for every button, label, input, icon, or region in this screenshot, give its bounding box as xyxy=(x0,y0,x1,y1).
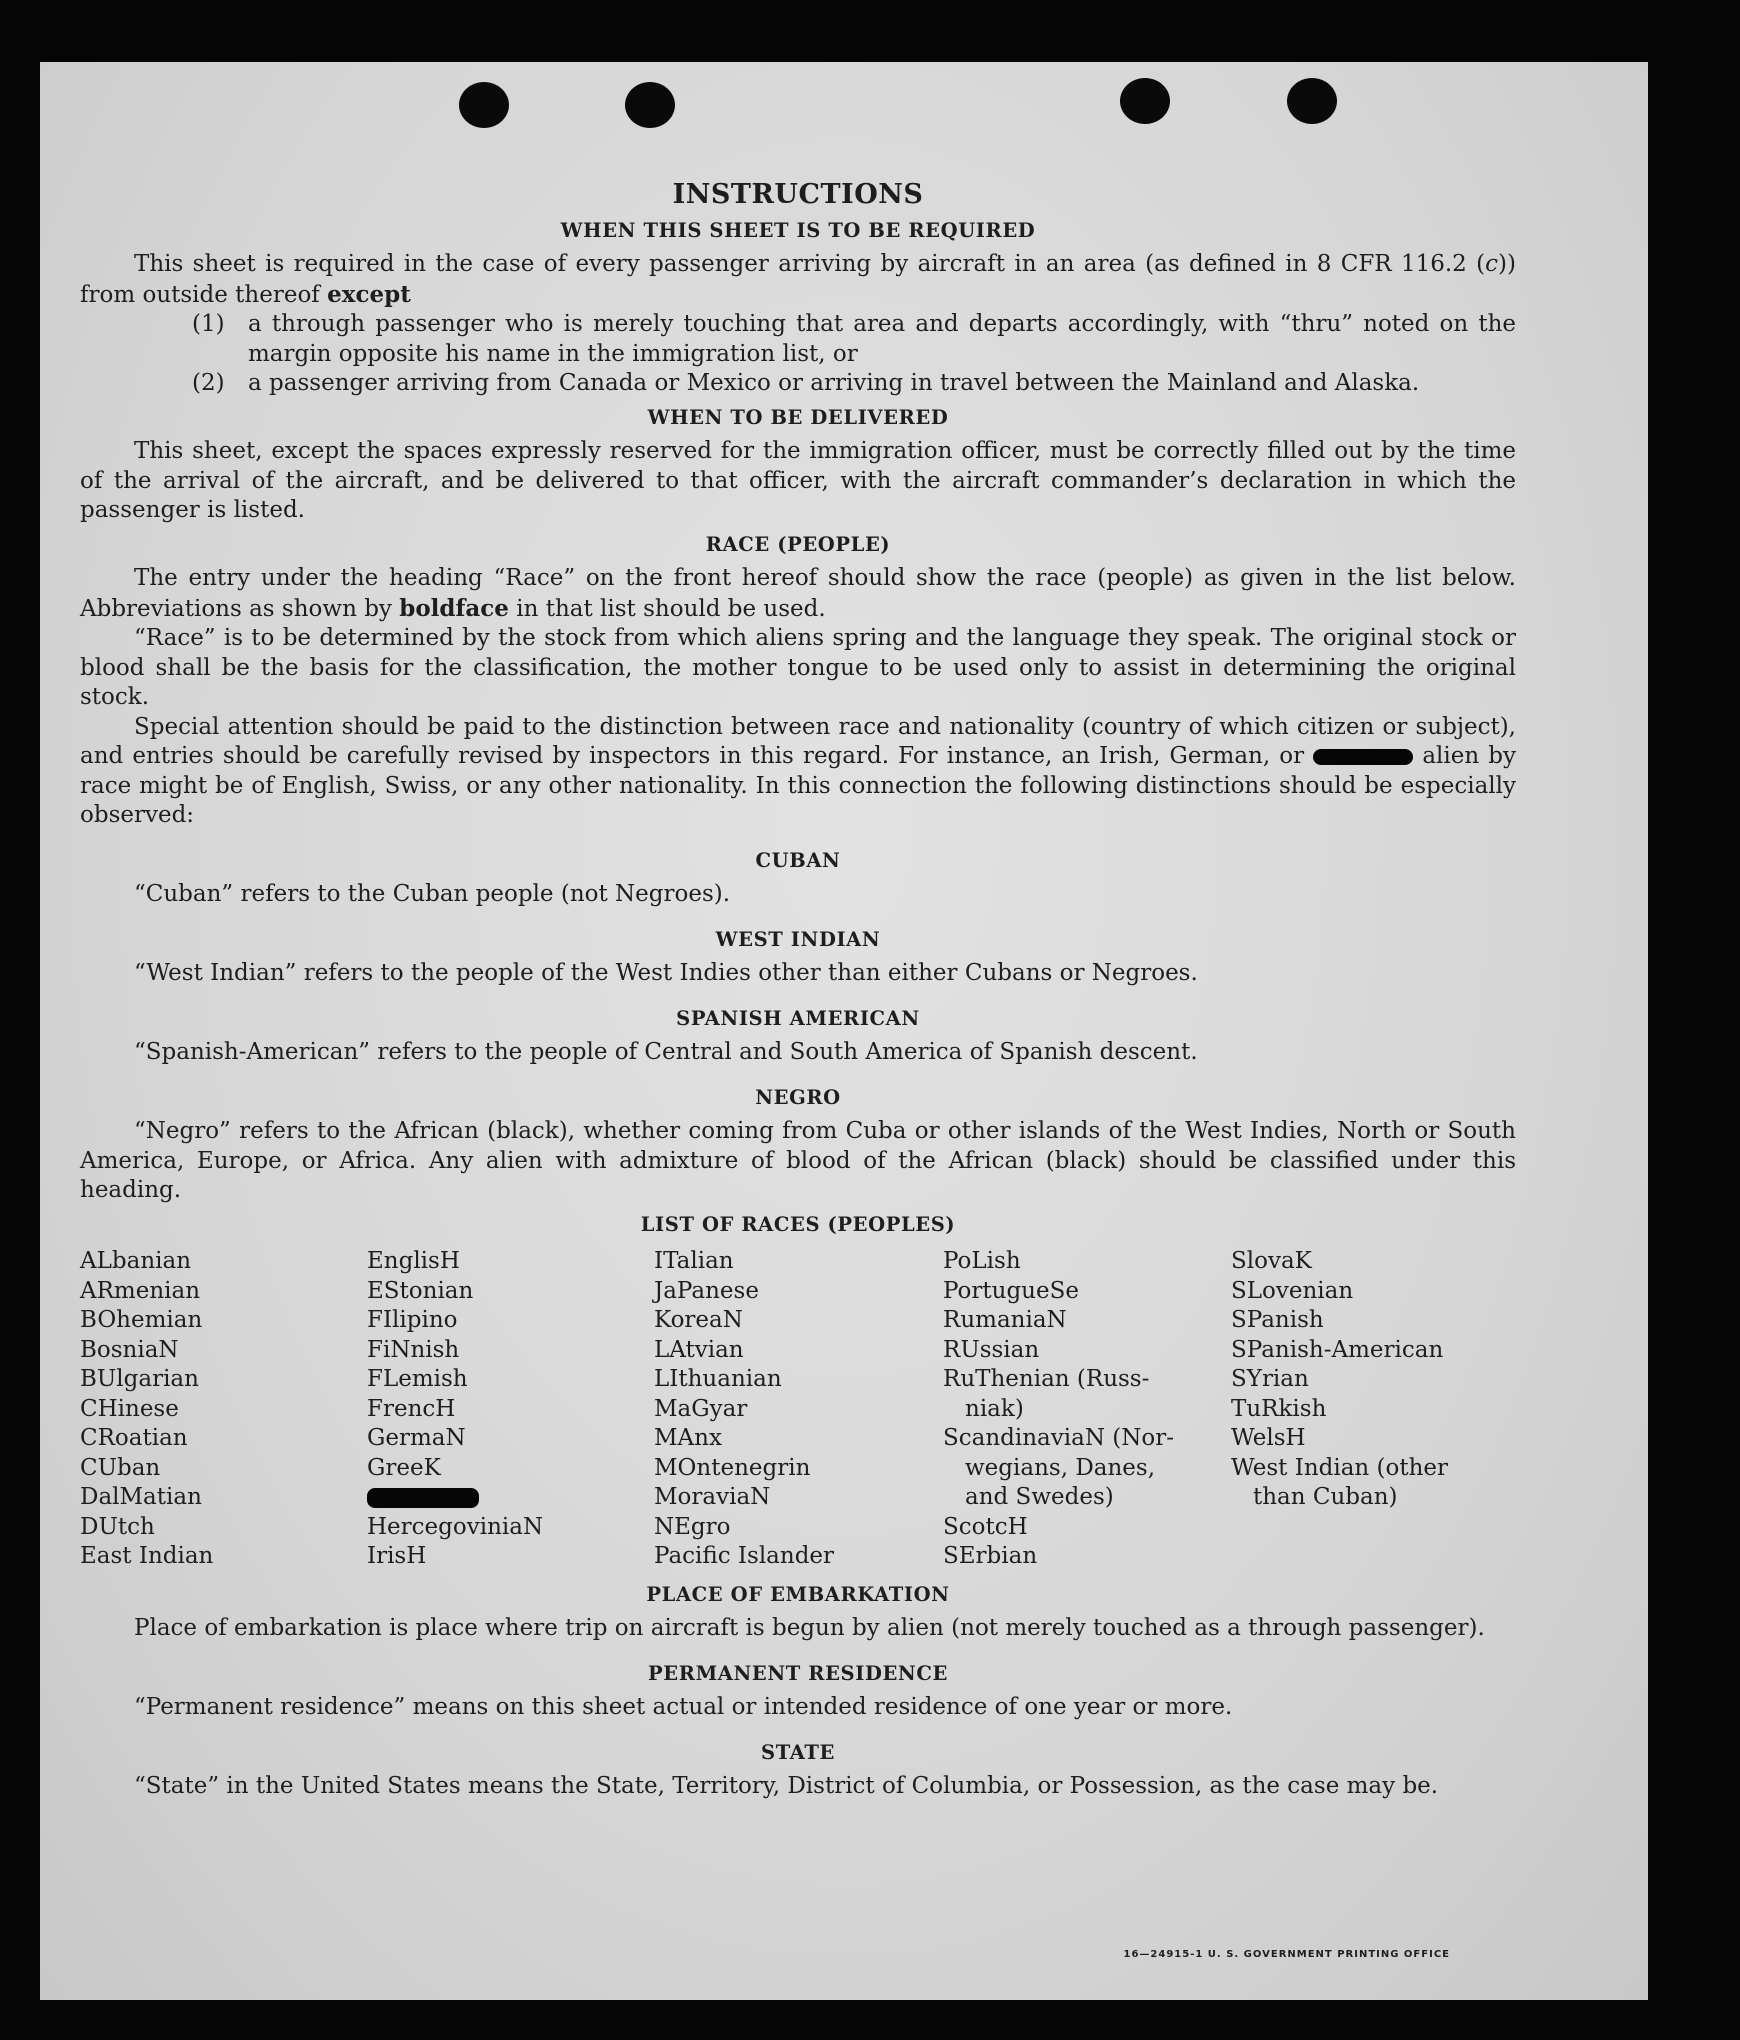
race-item: PortugueSe xyxy=(943,1277,1079,1304)
race-item: IrisH xyxy=(367,1543,427,1569)
paragraph: Special attention should be paid to the distinction between race and nationality (country of which citizen or subject), and entries should be carefully revised by inspectors in this regard. For instance, an Irish, German, or alien by race might be of English, Swiss, or any other nationality. In this connection the following distinctions should be especially observed: xyxy=(80,713,1516,828)
race-item: CHinese xyxy=(80,1395,179,1422)
section-heading: PLACE OF EMBARKATION xyxy=(646,1582,950,1606)
paragraph: Place of embarkation is place where trip on aircraft is begun by alien (not merely touched as a through passenger). xyxy=(134,1615,1485,1641)
race-item: LIthuanian xyxy=(654,1366,782,1392)
race-item: ARmenian xyxy=(80,1277,201,1304)
race-item: MOntenegrin xyxy=(654,1454,811,1481)
race-item: RUssian xyxy=(943,1336,1040,1363)
race-item: BosniaN xyxy=(80,1336,179,1363)
section-heading: CUBAN xyxy=(755,848,841,872)
race-item: WelsH xyxy=(1231,1425,1306,1451)
race-item: SlovaK xyxy=(1231,1248,1312,1274)
section-heading: LIST OF RACES (PEOPLES) xyxy=(640,1212,956,1236)
punch-hole xyxy=(1120,78,1170,124)
race-item: SPanish-American xyxy=(1231,1336,1444,1363)
race-item: EStonian xyxy=(367,1277,474,1304)
punch-hole xyxy=(625,82,675,128)
race-item: SLovenian xyxy=(1231,1277,1354,1304)
race-item: NEgro xyxy=(654,1513,731,1540)
race-item: PoLish xyxy=(943,1248,1021,1274)
race-item: and Swedes) xyxy=(965,1484,1114,1510)
race-item: niak) xyxy=(965,1395,1024,1422)
race-item: HercegoviniaN xyxy=(367,1513,544,1540)
race-column xyxy=(80,1247,367,1572)
redaction-mark xyxy=(367,1488,479,1508)
printer-imprint: 16—24915-1 U. S. GOVERNMENT PRINTING OFFICE xyxy=(1123,1949,1450,1960)
section-heading: WEST INDIAN xyxy=(715,927,881,951)
race-column xyxy=(367,1247,654,1572)
race-item: than Cuban) xyxy=(1253,1484,1398,1510)
paragraph: The entry under the heading “Race” on the front hereof should show the race (people) as given in the list below. Abbreviations as shown by boldface in that list should be used. xyxy=(80,565,1516,622)
race-item: DUtch xyxy=(80,1513,155,1540)
race-item: MaGyar xyxy=(654,1395,748,1422)
paragraph: “West Indian” refers to the people of the West Indies other than either Cubans or Negroes. xyxy=(134,960,1198,986)
section-heading: SPANISH AMERICAN xyxy=(676,1006,920,1030)
page-title: INSTRUCTIONS xyxy=(672,179,924,210)
paragraph: “Negro” refers to the African (black), whether coming from Cuba or other islands of the West Indies, North or South America, Europe, or Africa. Any alien with admixture of blood of the African (black) should be classified under this heading. xyxy=(80,1118,1516,1203)
section-heading: STATE xyxy=(761,1740,835,1764)
paragraph: This sheet is required in the case of every passenger arriving by aircraft in an area (as defined in 8 CFR 116.2 (c)) from outside thereof except xyxy=(80,251,1516,308)
race-item: FIlipino xyxy=(367,1307,458,1333)
punch-hole xyxy=(459,82,509,128)
race-item: FrencH xyxy=(367,1395,456,1422)
race-item: wegians, Danes, xyxy=(965,1454,1156,1481)
race-item: ScotcH xyxy=(943,1513,1028,1540)
race-item: KoreaN xyxy=(654,1307,743,1333)
race-item: DalMatian xyxy=(80,1484,202,1510)
race-item: BOhemian xyxy=(80,1307,203,1333)
race-item: SErbian xyxy=(943,1543,1038,1569)
race-item: CUban xyxy=(80,1454,161,1481)
race-item: EnglisH xyxy=(367,1248,460,1274)
race-item: FLemish xyxy=(367,1366,468,1392)
list-item: (1) a through passenger who is merely touching that area and departs accordingly, with “thru” noted on the margin opposite his name in the immigration list, or xyxy=(192,311,1516,367)
race-item: MAnx xyxy=(654,1425,722,1451)
paragraph: “Cuban” refers to the Cuban people (not Negroes). xyxy=(134,881,731,907)
paragraph: “Permanent residence” means on this sheet actual or intended residence of one year or more. xyxy=(134,1694,1233,1720)
race-item: GreeK xyxy=(367,1454,441,1481)
race-item: SYrian xyxy=(1231,1366,1309,1392)
race-item: ALbanian xyxy=(80,1248,192,1274)
race-column xyxy=(943,1247,1231,1572)
document-sheet xyxy=(40,62,1648,2000)
punch-hole xyxy=(1287,78,1337,124)
race-item: West Indian (other xyxy=(1231,1454,1449,1481)
race-item: TuRkish xyxy=(1231,1395,1327,1422)
race-column xyxy=(654,1247,943,1572)
race-item: SPanish xyxy=(1231,1307,1324,1333)
section-heading: WHEN TO BE DELIVERED xyxy=(647,405,949,429)
race-item: LAtvian xyxy=(654,1336,744,1363)
race-item: Pacific Islander xyxy=(654,1543,835,1569)
race-item: JaPanese xyxy=(654,1277,759,1304)
paragraph: “Spanish-American” refers to the people of Central and South America of Spanish descent. xyxy=(134,1039,1198,1065)
race-item: GermaN xyxy=(367,1425,466,1451)
race-item xyxy=(367,1483,654,1513)
race-item: RuThenian (Russ- xyxy=(943,1366,1150,1392)
section-heading: WHEN THIS SHEET IS TO BE REQUIRED xyxy=(560,218,1036,242)
section-heading: PERMANENT RESIDENCE xyxy=(648,1661,948,1685)
race-item: East Indian xyxy=(80,1543,214,1569)
paragraph: “State” in the United States means the State, Territory, District of Columbia, or Possession, as the case may be. xyxy=(134,1773,1439,1799)
race-item: BUlgarian xyxy=(80,1366,199,1392)
race-column xyxy=(1231,1247,1501,1572)
instructions-content xyxy=(80,180,1516,1802)
race-item: MoraviaN xyxy=(654,1484,771,1510)
race-item: CRoatian xyxy=(80,1425,188,1451)
race-item: RumaniaN xyxy=(943,1307,1067,1333)
redaction-mark xyxy=(1313,749,1413,765)
paragraph: This sheet, except the spaces expressly reserved for the immigration officer, must be correctly filled out by the time of the arrival of the aircraft, and be delivered to that officer, with the aircraft commander’s declaration in which the passenger is listed. xyxy=(80,438,1516,523)
paragraph: “Race” is to be determined by the stock from which aliens spring and the language they speak. The original stock or blood shall be the basis for the classification, the mother tongue to be used only to assist in determining the original stock. xyxy=(80,625,1516,710)
race-item: ITalian xyxy=(654,1248,734,1274)
list-item: (2) a passenger arriving from Canada or Mexico or arriving in travel between the Mainland and Alaska. xyxy=(192,370,1420,396)
race-list xyxy=(80,1247,1516,1572)
race-item: ScandinaviaN (Nor- xyxy=(943,1425,1174,1451)
section-heading: NEGRO xyxy=(755,1085,841,1109)
section-heading: RACE (PEOPLE) xyxy=(705,532,891,556)
race-item: FiNnish xyxy=(367,1336,460,1363)
